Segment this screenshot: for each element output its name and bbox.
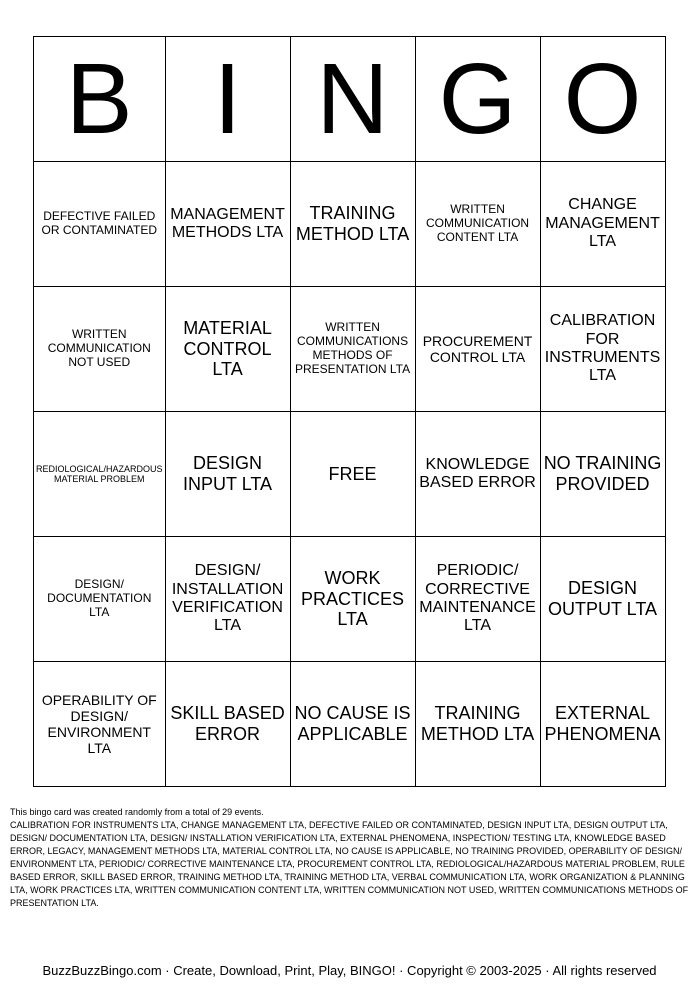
bingo-cell: EXTERNAL PHENOMENA — [540, 662, 665, 787]
info-intro: This bingo card was created randomly from a total of 29 events. — [10, 807, 264, 817]
bingo-cell: CALIBRATION FOR INSTRUMENTS LTA — [540, 287, 665, 412]
bingo-cell: WRITTEN COMMUNICATION CONTENT LTA — [415, 162, 540, 287]
card-row-4 — [34, 537, 666, 662]
free-space-cell: FREE — [290, 412, 415, 537]
footer-copyright: BuzzBuzzBingo.com · Create, Download, Print, Play, BINGO! · Copyright © 2003-2025 · All rights reserved — [42, 963, 657, 978]
bingo-cell: TRAINING METHOD LTA — [290, 162, 415, 287]
card-row-2 — [34, 287, 666, 412]
bingo-cell: WRITTEN COMMUNICATION NOT USED — [34, 287, 166, 412]
header-letter-o: O — [540, 37, 665, 162]
bingo-cell: SKILL BASED ERROR — [165, 662, 290, 787]
bingo-cell: OPERABILITY OF DESIGN/ ENVIRONMENT LTA — [34, 662, 166, 787]
bingo-cell: DEFECTIVE FAILED OR CONTAMINATED — [34, 162, 166, 287]
bingo-cell: MANAGEMENT METHODS LTA — [165, 162, 290, 287]
bingo-cell: DESIGN/ INSTALLATION VERIFICATION LTA — [165, 537, 290, 662]
bingo-cell: NO CAUSE IS APPLICABLE — [290, 662, 415, 787]
bingo-cell: PERIODIC/ CORRECTIVE MAINTENANCE LTA — [415, 537, 540, 662]
card-row-3 — [34, 412, 666, 537]
info-event-list: CALIBRATION FOR INSTRUMENTS LTA, CHANGE MANAGEMENT LTA, DEFECTIVE FAILED OR CONTAMINATED, DESIGN INPUT LTA, DESIGN OUTPUT LTA, DESIGN/ DOCUMENTATION LTA, DESIGN/ INSTALLATION VERIFICATION LTA, EXTERNAL PHENOMENA, INSPECTION/ TESTING LTA, KNOWLEDGE BASED ERROR, LEGACY, MANAGEMENT METHODS LTA, MATERIAL CONTROL LTA, NO CAUSE IS APPLICABLE, NO TRAINING PROVIDED, OPERABILITY OF DESIGN/ ENVIRONMENT LTA, PERIODIC/ CORRECTIVE MAINTENANCE LTA, PROCUREMENT CONTROL LTA, REDIOLOGICAL/HAZARDOUS MATERIAL PROBLEM, RULE BASED ERROR, SKILL BASED ERROR, TRAINING METHOD LTA, TRAINING METHOD LTA, VERBAL COMMUNICATION LTA, WORK ORGANIZATION & PLANNING LTA, WORK PRACTICES LTA, WRITTEN COMMUNICATION CONTENT LTA, WRITTEN COMMUNICATION NOT USED, WRITTEN COMMUNICATIONS METHODS OF PRESENTATION LTA. — [10, 820, 689, 908]
header-letter-n: N — [290, 37, 415, 162]
bingo-cell: DESIGN/ DOCUMENTATION LTA — [34, 537, 166, 662]
bingo-cell: KNOWLEDGE BASED ERROR — [415, 412, 540, 537]
card-info — [10, 806, 690, 910]
bingo-cell: CHANGE MANAGEMENT LTA — [540, 162, 665, 287]
header-letter-g: G — [415, 37, 540, 162]
bingo-cell: NO TRAINING PROVIDED — [540, 412, 665, 537]
bingo-cell: MATERIAL CONTROL LTA — [165, 287, 290, 412]
header-row — [34, 37, 666, 162]
header-letter-b: B — [34, 37, 166, 162]
bingo-cell: WRITTEN COMMUNICATIONS METHODS OF PRESENTATION LTA — [290, 287, 415, 412]
bingo-cell: TRAINING METHOD LTA — [415, 662, 540, 787]
bingo-cell: REDIOLOGICAL/HAZARDOUS MATERIAL PROBLEM — [34, 412, 166, 537]
bingo-cell: DESIGN INPUT LTA — [165, 412, 290, 537]
bingo-cell: DESIGN OUTPUT LTA — [540, 537, 665, 662]
bingo-cell: PROCUREMENT CONTROL LTA — [415, 287, 540, 412]
card-row-5 — [34, 662, 666, 787]
header-letter-i: I — [165, 37, 290, 162]
card-row-1 — [34, 162, 666, 287]
bingo-card — [33, 36, 666, 787]
bingo-cell: WORK PRACTICES LTA — [290, 537, 415, 662]
